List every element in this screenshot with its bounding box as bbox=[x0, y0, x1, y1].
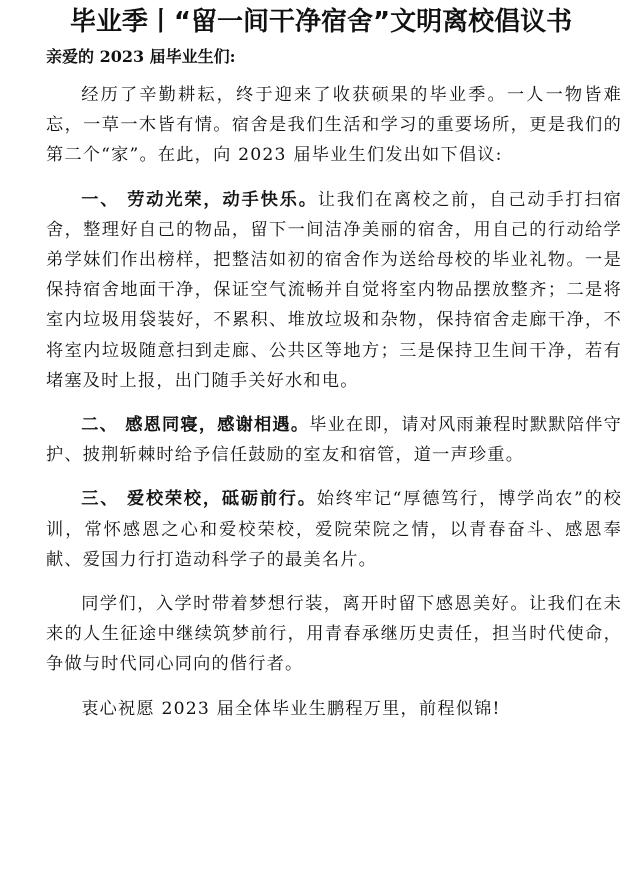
proposal-item-3-text: 始终牢记“厚德笃行，博学尚农”的校训，常怀感恩之心和爱校荣校，爱院荣院之情，以青春奋斗、感恩奉献、爱国力行打造动科学子的最美名片。 bbox=[46, 489, 622, 570]
closing-wish: 衷心祝愿 2023 届全体毕业生鹏程万里，前程似锦! bbox=[81, 698, 501, 719]
proposal-item-2-text: 毕业在即，请对风雨兼程时默默陪伴守护、披荆斩棘时给予信任鼓励的室友和宿管，道一声珍重。 bbox=[46, 415, 622, 466]
conclusion-paragraph: 同学们，入学时带着梦想行装，离开时留下感恩美好。让我们在未来的人生征途中继续筑梦前行，用青春承继历史责任，担当时代使命，争做与时代同心同向的偕行者。 bbox=[46, 594, 622, 675]
proposal-item-1-text: 让我们在离校之前，自己动手打扫宿舍，整理好自己的物品，留下一间洁净美丽的宿舍，用自己的行动给学弟学妹们作出榜样，把整洁如初的宿舍作为送给母校的毕业礼物。一是保持宿舍地面干净，保证空气流畅并自觉将室内物品摆放整齐；二是将室内垃圾用袋装好，不累积、堆放垃圾和杂物，保持宿舍走廊干净，不将室内垃圾随意扫到走廊、公共区等地方；三是保持卫生间干净，若有堵塞及时上报，出门随手关好水和电。 bbox=[46, 189, 623, 391]
proposal-item-2 bbox=[46, 410, 622, 470]
document-title: 毕业季丨“留一间干净宿舍”文明离校倡议书 bbox=[69, 7, 573, 37]
proposal-item-2-heading: 二、 感恩同寝，感谢相遇。 bbox=[81, 415, 310, 436]
proposal-item-3-heading: 三、 爱校荣校，砥砺前行。 bbox=[81, 489, 317, 510]
proposal-item-1-heading: 一、 劳动光荣，动手快乐。 bbox=[81, 189, 318, 210]
proposal-item-3 bbox=[46, 484, 622, 575]
intro-paragraph: 经历了辛勤耕耘，终于迎来了收获硕果的毕业季。一人一物皆难忘，一草一木皆有情。宿舍是我们生活和学习的重要场所，更是我们的第二个“家”。在此，向 2023 届毕业生们发出如下倡议: bbox=[46, 85, 622, 166]
proposal-item-1 bbox=[46, 185, 622, 396]
greeting-line: 亲爱的 2023 届毕业生们: bbox=[46, 47, 236, 66]
